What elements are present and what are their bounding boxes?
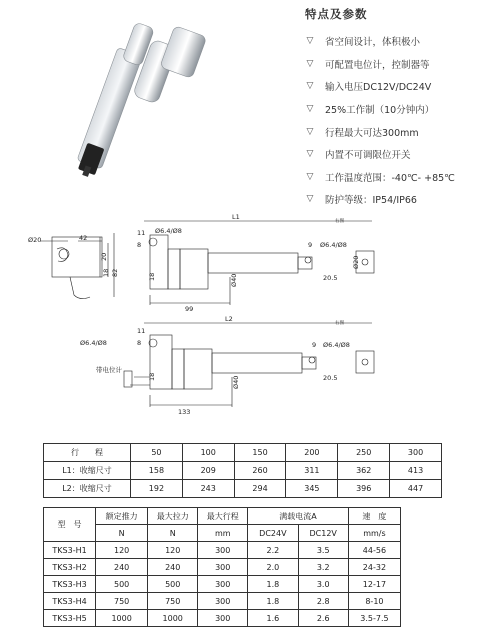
table-cell: 100 [182, 444, 234, 462]
dim-11-bottom: 11 [137, 327, 146, 335]
triangle-bullet-icon: ▽ [306, 149, 314, 160]
table-cell: 2.0 [248, 559, 298, 576]
table-cell: 240 [96, 559, 148, 576]
table-cell: 294 [234, 480, 286, 498]
table-cell: 2.6 [298, 610, 348, 627]
table-row [44, 559, 401, 576]
table-cell: 12-17 [348, 576, 400, 593]
stroke-length-table [43, 443, 442, 498]
table-cell: 300 [198, 593, 248, 610]
dim-d40-top: Ø40 [230, 273, 238, 287]
dim-end-diameter: Ø20 [28, 236, 42, 244]
dim-8-top: 8 [137, 241, 142, 249]
table-cell: 1000 [148, 610, 198, 627]
table-cell: 750 [148, 593, 198, 610]
table-cell: 300 [198, 542, 248, 559]
table-header-cell: 最大拉力 [148, 508, 198, 525]
table-row [44, 480, 442, 498]
table-cell: 24-32 [348, 559, 400, 576]
table-cell: 250 [338, 444, 390, 462]
dim-9-bottom: 9 [312, 341, 317, 349]
length-l2-label: L2 [225, 315, 233, 323]
table-cell: L2：收缩尺寸 [44, 480, 131, 498]
tag-top: 右图 [335, 219, 344, 224]
table-row [44, 508, 401, 525]
table-cell: 3.5-7.5 [348, 610, 400, 627]
feature-item: ▽ 可配置电位计，控制器等 [306, 58, 430, 71]
hole-right-top: Ø6.4/Ø8 [320, 241, 347, 249]
table-cell: 200 [286, 444, 338, 462]
table-cell: 1.6 [248, 610, 298, 627]
table-header-cell: N [148, 525, 198, 542]
table-cell: 1.8 [248, 576, 298, 593]
table-row [44, 462, 442, 480]
length-l1-label: L1 [232, 213, 240, 221]
triangle-bullet-icon: ▽ [306, 104, 314, 115]
table-cell: 260 [234, 462, 286, 480]
table-cell: 50 [131, 444, 183, 462]
hole-left-bottom: Ø6.4/Ø8 [80, 339, 107, 347]
table-cell: 3.5 [298, 542, 348, 559]
triangle-bullet-icon: ▽ [306, 126, 314, 137]
dim-20: 20 [100, 252, 108, 261]
table-row [44, 444, 442, 462]
tag-bottom: 右图 [335, 321, 344, 326]
triangle-bullet-icon: ▽ [306, 171, 314, 182]
table-cell: TKS3-H2 [44, 559, 96, 576]
table-cell: 150 [234, 444, 286, 462]
table-cell: 300 [198, 576, 248, 593]
table-cell: 362 [338, 462, 390, 480]
dim-9-top: 9 [308, 241, 313, 249]
table-cell: 209 [182, 462, 234, 480]
product-photo [40, 8, 240, 188]
table-cell: 44-56 [348, 542, 400, 559]
feature-item: ▽ 行程最大可达300mm [306, 126, 419, 139]
triangle-bullet-icon: ▽ [306, 194, 314, 205]
table-row [44, 593, 401, 610]
table-row [44, 525, 401, 542]
feature-item: ▽ 省空间设计，体积极小 [306, 36, 421, 49]
technical-drawing [0, 205, 501, 430]
dim-d40-bottom: Ø40 [232, 375, 240, 389]
table-header-cell: 型 号 [44, 508, 96, 542]
table-header-cell: 速 度 [348, 508, 400, 525]
table-cell: 500 [148, 576, 198, 593]
table-header-cell: 满载电流A [248, 508, 349, 525]
side-view-top [137, 213, 374, 313]
dim-8-bottom: 8 [137, 339, 142, 347]
dim-18b-top: 18 [148, 272, 156, 281]
triangle-bullet-icon: ▽ [306, 58, 314, 69]
table-cell: TKS3-H3 [44, 576, 96, 593]
dim-99: 99 [185, 305, 194, 313]
table-header-cell: DC24V [248, 525, 298, 542]
table-cell: TKS3-H1 [44, 542, 96, 559]
dim-42: 42 [79, 234, 88, 242]
table-cell: L1：收缩尺寸 [44, 462, 131, 480]
table-cell: 158 [131, 462, 183, 480]
feature-item: ▽ 防护等级：IP54/IP66 [306, 194, 417, 207]
table-cell: 447 [390, 480, 442, 498]
triangle-bullet-icon: ▽ [306, 81, 314, 92]
table-row [44, 542, 401, 559]
table-cell: 2.2 [248, 542, 298, 559]
end-view-top [28, 233, 119, 299]
table-cell: 120 [96, 542, 148, 559]
features-title: 特点及参数 [305, 7, 368, 21]
table-cell: 500 [96, 576, 148, 593]
dim-20-5-bottom: 20.5 [323, 374, 338, 382]
table-cell: 413 [390, 462, 442, 480]
table-header-cell: mm/s [348, 525, 400, 542]
dim-18: 18 [102, 268, 110, 277]
table-header-cell: 最大行程 [198, 508, 248, 525]
feature-item: ▽ 内置不可调限位开关 [306, 149, 411, 162]
table-cell: TKS3-H5 [44, 610, 96, 627]
table-cell: 行 程 [44, 444, 131, 462]
table-cell: 750 [96, 593, 148, 610]
table-row [44, 576, 401, 593]
table-cell: 243 [182, 480, 234, 498]
feature-item: ▽ 输入电压DC12V/DC24V [306, 81, 432, 94]
table-cell: 2.8 [298, 593, 348, 610]
feature-item: ▽ 25%工作制（10分钟内） [306, 104, 435, 117]
pot-note: 带电位计 [96, 366, 122, 374]
dim-20-5-top: 20.5 [323, 274, 338, 282]
table-header-cell: mm [198, 525, 248, 542]
table-row [44, 610, 401, 627]
table-cell: 3.2 [298, 559, 348, 576]
table-cell: 1.8 [248, 593, 298, 610]
table-cell: 396 [338, 480, 390, 498]
dim-18-bottom: 18 [148, 372, 156, 381]
table-cell: 345 [286, 480, 338, 498]
table-cell: 192 [131, 480, 183, 498]
hole-right-bottom: Ø6.4/Ø8 [323, 341, 350, 349]
table-header-cell: DC12V [298, 525, 348, 542]
table-cell: 240 [148, 559, 198, 576]
model-spec-table [43, 507, 401, 627]
table-cell: 300 [390, 444, 442, 462]
table-cell: 311 [286, 462, 338, 480]
table-cell: 1000 [96, 610, 148, 627]
table-cell: 3.0 [298, 576, 348, 593]
table-cell: 300 [198, 559, 248, 576]
dim-133: 133 [178, 408, 191, 416]
table-header-cell: 额定推力 [96, 508, 148, 525]
features-list [305, 30, 455, 211]
dim-82: 82 [111, 268, 119, 277]
table-cell: 8-10 [348, 593, 400, 610]
dim-11-top: 11 [137, 229, 146, 237]
table-cell: 120 [148, 542, 198, 559]
side-view-bottom [80, 315, 374, 416]
table-cell: TKS3-H4 [44, 593, 96, 610]
feature-item: ▽ 工作温度范围：-40℃- +85℃ [306, 171, 455, 184]
table-cell: 300 [198, 610, 248, 627]
triangle-bullet-icon: ▽ [306, 36, 314, 47]
table-header-cell: N [96, 525, 148, 542]
hole-left-top: Ø6.4/Ø8 [155, 227, 182, 235]
dim-d20-right-top: Ø20 [352, 255, 360, 269]
